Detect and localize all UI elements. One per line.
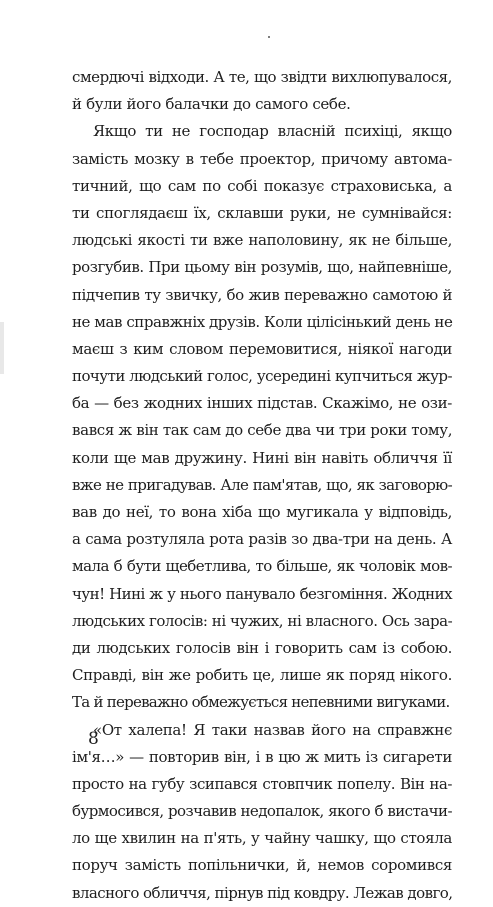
binding-edge-mark	[0, 322, 4, 374]
text-line: вав до неї, то вона хіба що мугикала у відповідь,	[72, 503, 452, 521]
page-number: 8	[88, 729, 99, 749]
text-line: підчепив ту звичку, бо жив переважно самотою й	[72, 285, 452, 304]
page-speck	[268, 36, 270, 38]
text-line: ба — без жодних інших підстав. Скажімо, не ози-	[72, 394, 452, 413]
text-line: Якщо ти не господар власній психіці, якщо	[93, 122, 452, 141]
text-line: й були його балачки до самого себе.	[72, 95, 351, 114]
text-line: а сама розтуляла рота разів зо два-три на день. А	[72, 530, 452, 549]
text-line: бурмосився, розчавив недопалок, якого б вистачи-	[72, 802, 452, 821]
text-line: смердючі відходи. А те, що звідти вихлюпувалося,	[72, 68, 452, 86]
text-line: не мав справжніх друзів. Коли цілісінький день не	[72, 312, 453, 331]
text-line: ло ще хвилин на п'ять, у чайну чашку, що стояла	[72, 829, 452, 848]
text-line: ім'я…» — повторив він, і в цю ж мить із сигарети	[72, 747, 452, 766]
text-line: почути людський голос, усередині купчиться жур-	[72, 367, 452, 386]
text-line: замість мозку в тебе проектор, причому автома-	[72, 149, 452, 168]
text-line: мала б бути щебетлива, то більше, як чоловік мов-	[72, 557, 452, 576]
text-line: поруч замість попільнички, й, немов соромився	[72, 856, 452, 875]
text-line: людських голосів: ні чужих, ні власного. Ось зара-	[72, 611, 453, 630]
text-line: чун! Нині ж у нього панувало безгоміння. Жодних	[72, 584, 452, 603]
body-text	[72, 64, 452, 907]
text-line: людські якості ти вже наполовину, як не більше,	[72, 231, 452, 250]
text-line: просто на губу зсипався стовпчик попелу. Він на-	[72, 774, 452, 793]
text-line: «От халепа! Я таки назвав його на справжнє	[93, 720, 452, 739]
text-line: тичний, що сам по собі показує страховиська, а	[72, 176, 452, 195]
text-line: Та й переважно обмежується непевними вигуками.	[72, 693, 450, 712]
text-line: власного обличчя, пірнув під ковдру. Лежав довго,	[72, 883, 453, 902]
text-line: ти споглядаєш їх, склавши руки, не сумнівайся:	[72, 203, 452, 222]
text-line: коли ще мав дружину. Нині він навіть обличчя її	[72, 448, 452, 467]
text-line: ди людських голосів він і говорить сам із собою.	[72, 638, 452, 657]
text-line: маєш з ким словом перемовитися, ніякої нагоди	[72, 339, 452, 358]
text-line: вався ж він так сам до себе два чи три роки тому,	[72, 421, 453, 440]
text-line: вже не пригадував. Але пам'ятав, що, як заговорю-	[72, 475, 452, 494]
text-line: розгубив. При цьому він розумів, що, найпевніше,	[72, 258, 452, 277]
text-line: Справді, він же робить це, лише як поряд нікого.	[72, 666, 452, 685]
